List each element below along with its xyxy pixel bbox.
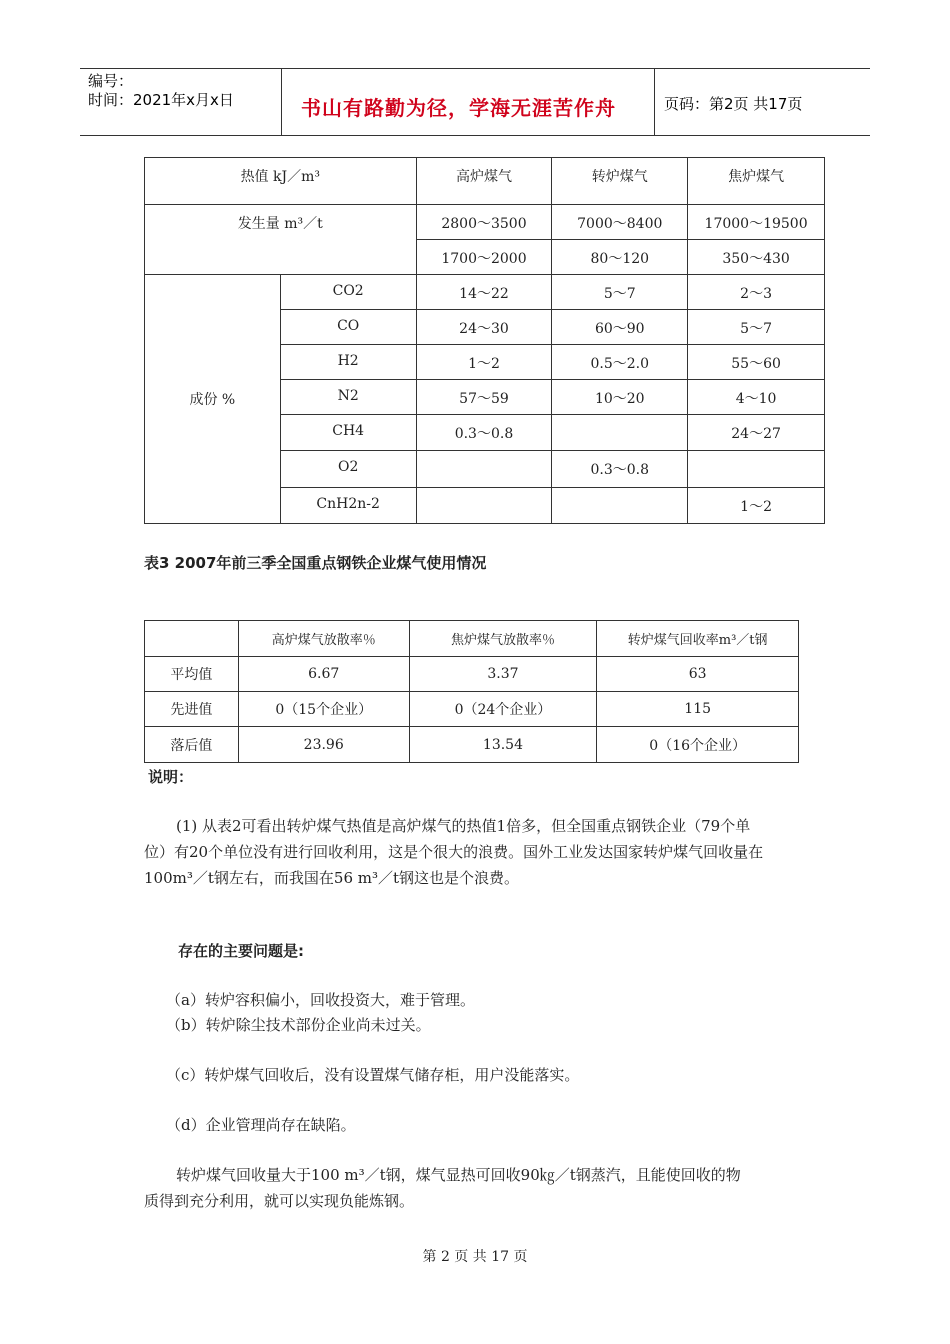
table-cell: 57～59 [416,380,552,415]
row-label: 先进值 [145,692,239,727]
paragraph-line: 100m³／t钢左右，而我国在56 m³／t钢这也是个浪费。 [144,869,520,887]
table-cell: 13.54 [409,727,597,763]
table-cell: 5～7 [688,310,825,345]
paragraph-line: 质得到充分利用，就可以实现负能炼钢。 [144,1192,415,1210]
table-cell: 0（24个企业） [409,692,597,727]
table-cell: 55～60 [688,345,825,380]
table-header-cell [145,621,239,657]
table-header-cell: 焦炉煤气放散率％ [409,621,597,657]
table-cell: 23.96 [238,727,409,763]
table-cell: 6.67 [238,657,409,692]
table-cell: 24～27 [688,415,825,451]
table-cell: 0（15个企业） [238,692,409,727]
row-label: 平均值 [145,657,239,692]
table-cell: 2800～3500 [416,205,552,240]
document-number-label: 编号： [88,72,134,90]
paragraph-line: 转炉煤气回收量大于100 m³／t钢，煤气显热可回收90㎏／t钢蒸汽，且能使回收的物 [176,1166,741,1184]
col-coke-oven-gas: 焦炉煤气 [688,158,825,205]
table-row [145,692,799,727]
table-cell: 0（16个企业） [597,727,799,763]
table-cell: 0.5～2.0 [552,345,688,380]
header-motto: 书山有路勤为径，学海无涯苦作舟 [301,96,616,120]
problem-d: （d）企业管理尚存在缺陷。 [166,1116,356,1134]
table-cell: 0.3～0.8 [552,451,688,488]
table-cell: 1～2 [688,488,825,524]
table-cell: 17000～19500 [688,205,825,240]
page-footer: 第 2 页 共 17 页 [422,1249,528,1265]
conclusion-paragraph [144,1162,824,1214]
table-cell [416,488,552,524]
table-row [145,275,825,310]
table-header-row [145,621,799,657]
component-name: N2 [280,380,416,415]
problem-b: （b）转炉除尘技术部份企业尚未过关。 [166,1016,431,1034]
component-name: CH4 [280,415,416,451]
table-cell [416,451,552,488]
gas-properties-table [144,157,825,524]
table-header-cell: 转炉煤气回收率m³／t钢 [597,621,799,657]
table-cell: 0.3～0.8 [416,415,552,451]
problem-a: （a）转炉容积偏小，回收投资大，难于管理。 [166,991,475,1009]
table-row [145,657,799,692]
composition-label: 成份 % [145,275,281,524]
component-name: CO [280,310,416,345]
table-cell: 63 [597,657,799,692]
gas-usage-table [144,620,799,763]
heat-value-label: 热值 kJ／m³ [145,158,417,205]
header-page-info: 页码：第2页 共17页 [664,95,803,113]
header-divider-left [281,68,282,136]
table-cell: 80～120 [552,240,688,275]
note-label: 说明： [148,768,194,786]
table-cell: 2～3 [688,275,825,310]
table-cell: 4～10 [688,380,825,415]
table-cell: 1～2 [416,345,552,380]
table3-caption: 表3 2007年前三季全国重点钢铁企业煤气使用情况 [144,554,487,572]
table-cell [688,451,825,488]
component-name: H2 [280,345,416,380]
table-cell [552,415,688,451]
component-name: CO2 [280,275,416,310]
problem-c: （c）转炉煤气回收后，没有设置煤气储存柜，用户没能落实。 [166,1066,580,1084]
paragraph-line: 位）有20个单位没有进行回收利用，这是个很大的浪费。国外工业发达国家转炉煤气回收量在 [144,843,764,861]
table-cell: 350～430 [688,240,825,275]
document-date: 时间：2021年x月x日 [88,91,234,109]
paragraph-line: (1) 从表2可看出转炉煤气热值是高炉煤气的热值1倍多，但全国重点钢铁企业（79个单 [176,817,751,835]
table-cell: 60～90 [552,310,688,345]
table-cell: 14～22 [416,275,552,310]
header-divider-right [654,68,655,136]
table-cell [552,488,688,524]
table-cell: 5～7 [552,275,688,310]
table-row [145,727,799,763]
problems-heading: 存在的主要问题是: [178,942,304,960]
row-label: 落后值 [145,727,239,763]
table-cell: 7000～8400 [552,205,688,240]
table-cell: 24～30 [416,310,552,345]
table-row [145,158,825,205]
table-cell: 1700～2000 [416,240,552,275]
generation-label: 发生量 m³／t [145,205,417,275]
table-cell: 115 [597,692,799,727]
component-name: CnH2n-2 [280,488,416,524]
table-cell: 3.37 [409,657,597,692]
header-bottom-rule [80,135,870,136]
table-cell: 10～20 [552,380,688,415]
header-top-rule [80,68,870,69]
component-name: O2 [280,451,416,488]
table-row [145,205,825,240]
col-converter-gas: 转炉煤气 [552,158,688,205]
col-blast-furnace-gas: 高炉煤气 [416,158,552,205]
explanation-paragraph [144,813,824,891]
table-header-cell: 高炉煤气放散率％ [238,621,409,657]
